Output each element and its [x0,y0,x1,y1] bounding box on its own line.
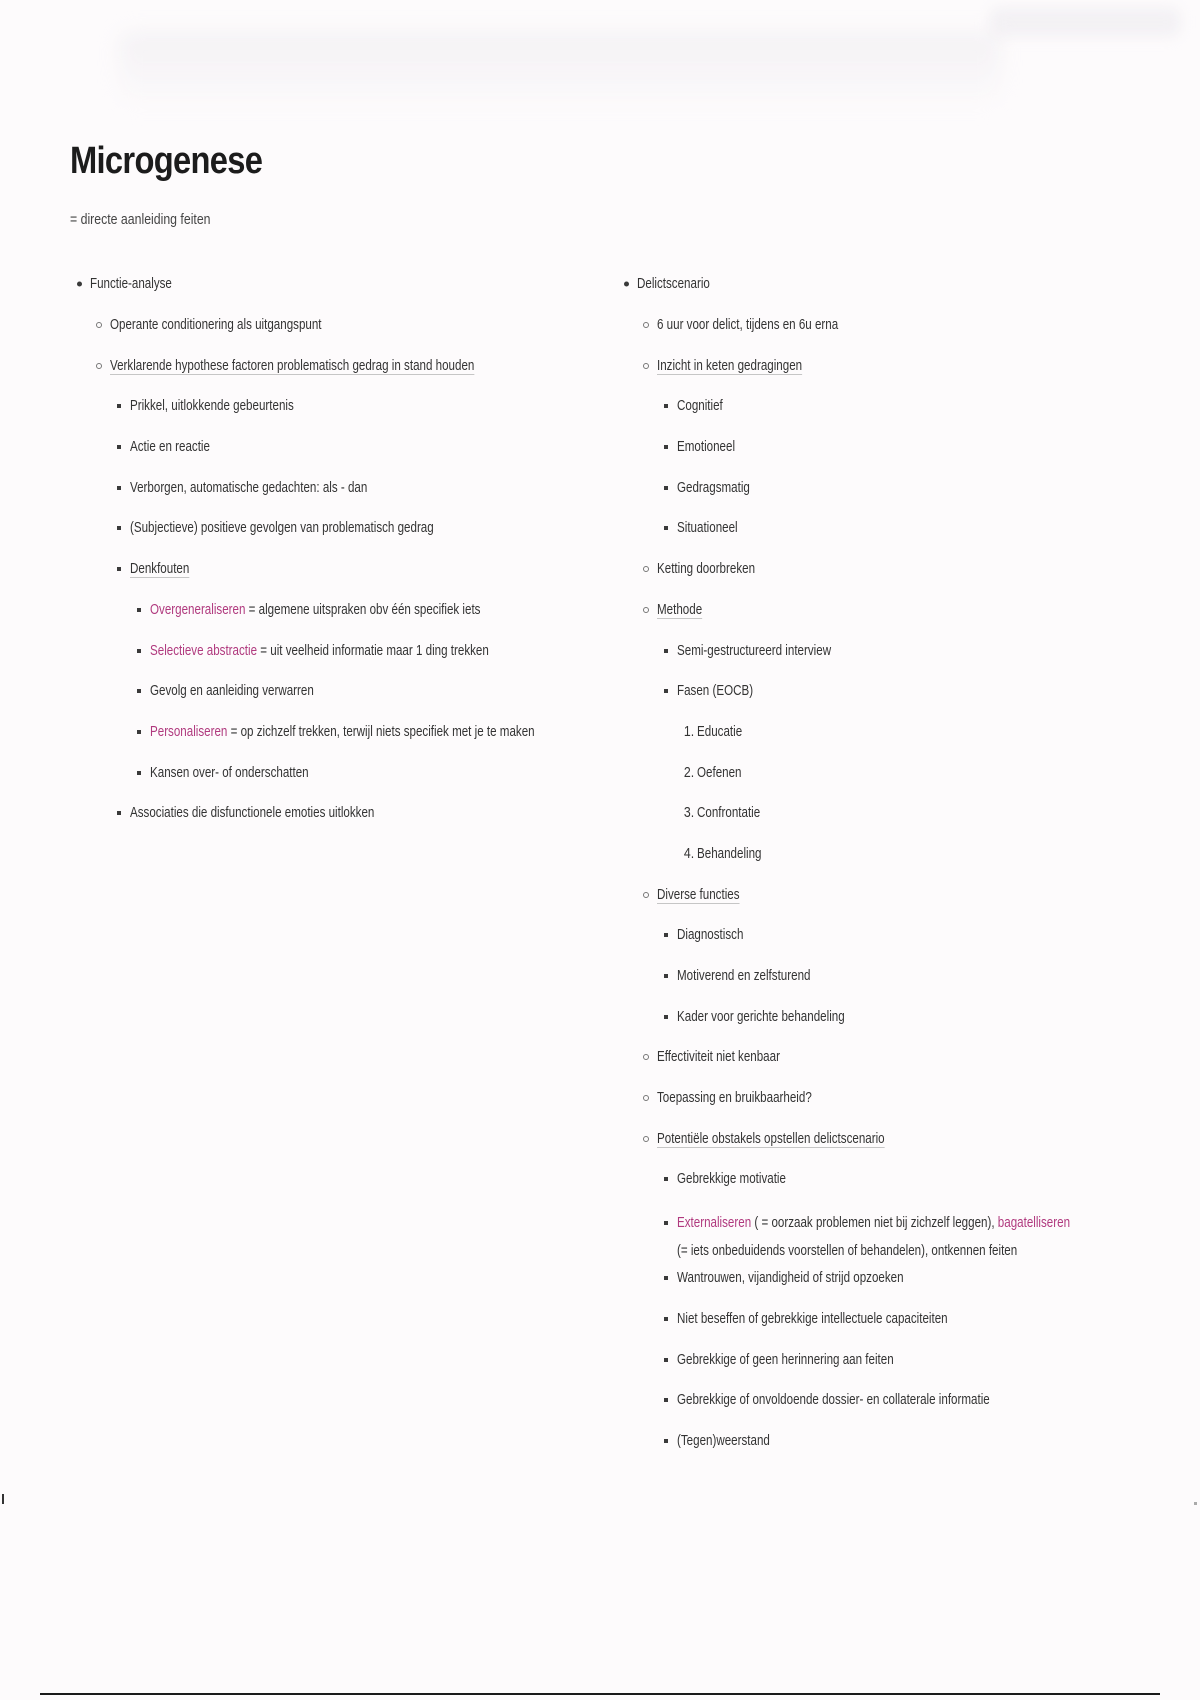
list-item [617,996,1177,1037]
list-item [617,874,1177,915]
bullet-icon [96,322,102,328]
list-item-text: Oefenen [697,764,742,781]
list-item-text: Diagnostisch [677,927,744,944]
bullet-icon [643,1136,649,1142]
bullet-icon [664,1015,668,1019]
list-item-text: Emotioneel [677,439,736,456]
left-column [70,264,610,834]
list-number: 4. [683,845,695,862]
definition-text: ( = oorzaak problemen niet bij zichzelf leggen), [751,1214,998,1231]
list-item-text: Effectiviteit niet kenbaar [657,1049,780,1066]
bullet-icon [664,649,668,653]
list-item-text: Toepassing en bruikbaarheid? [657,1090,812,1107]
list-item [617,956,1177,997]
list-item-text: Actie en reactie [130,439,210,456]
list-item-text: Prikkel, uitlokkende gebeurtenis [130,398,294,415]
list-item-text [150,643,489,659]
list-item [617,508,1177,549]
list-item [70,671,610,712]
bullet-icon [117,404,121,408]
list-item-text: Gevolg en aanleiding verwarren [150,683,314,700]
list-item [617,427,1177,468]
blurred-toolbar-area [990,8,1180,36]
list-number: 3. [683,805,695,822]
list-item [617,915,1177,956]
bullet-icon [137,649,141,653]
list-item [617,549,1177,590]
blurred-header-area [120,34,1000,104]
list-item [617,264,1177,305]
list-item-text: Functie-analyse [90,276,172,293]
list-item [617,467,1177,508]
edge-mark [1194,1502,1197,1505]
list-item-text: 6 uur voor delict, tijdens en 6u erna [657,317,839,334]
right-column [617,264,1177,1461]
list-item [617,630,1177,671]
list-item-text: Methode [657,601,703,618]
bullet-icon [117,445,121,449]
list-item [70,264,610,305]
highlight-term: Personaliseren [150,723,228,740]
highlight-term: Externaliseren [677,1214,752,1231]
list-item-text: Wantrouwen, vijandigheid of strijd opzoeken [677,1270,904,1287]
list-item [70,467,610,508]
bullet-icon [117,567,121,571]
list-item [617,1200,1177,1258]
list-item-text [150,602,480,618]
bullet-icon [643,1054,649,1060]
list-item [617,1159,1177,1200]
bullet-icon [117,811,121,815]
list-item-text: Diverse functies [657,886,740,903]
bullet-icon [643,892,649,898]
list-item-text: Inzicht in keten gedragingen [657,357,803,374]
list-item-text [150,724,535,740]
bullet-icon [664,974,668,978]
definition-text: = algemene uitspraken obv één specifiek iets [245,601,481,618]
bullet-icon [624,282,629,287]
list-item-text: Confrontatie [697,805,761,822]
list-item [70,508,610,549]
bullet-icon [664,1177,668,1181]
highlight-term: Selectieve abstractie [150,642,258,659]
list-item-text: Gebrekkige of onvoldoende dossier- en collaterale informatie [677,1392,990,1409]
list-item-text: Verborgen, automatische gedachten: als - dan [130,479,368,496]
list-item [617,671,1177,712]
bullet-icon [664,1317,668,1321]
bullet-icon [664,445,668,449]
bullet-icon [664,1439,668,1443]
list-item [617,1118,1177,1159]
list-item [70,345,610,386]
numbered-item [617,752,1177,793]
list-item [617,1299,1177,1340]
bullet-icon [117,486,121,490]
list-item [617,345,1177,386]
page-title: Microgenese [70,140,263,182]
list-item-text: Semi-gestructureerd interview [677,642,832,659]
list-item-text: Motiverend en zelfsturend [677,968,811,985]
list-item [617,1078,1177,1119]
list-item-text [677,1209,1077,1265]
list-item [70,305,610,346]
bullet-icon [664,1276,668,1280]
bullet-icon [664,1221,668,1225]
highlight-term: Overgeneraliseren [150,601,246,618]
list-item-text: Operante conditionering als uitgangspunt [110,317,322,334]
list-item-text: Gebrekkige motivatie [677,1171,786,1188]
definition-text: = op zichzelf trekken, terwijl niets specifiek met je te maken [227,723,535,740]
list-item-text: Cognitief [677,398,723,415]
list-item-text: Kansen over- of onderschatten [150,764,309,781]
bullet-icon [664,689,668,693]
highlight-term: bagatelliseren [997,1214,1071,1231]
numbered-item [617,834,1177,875]
list-item [617,305,1177,346]
list-item-text: Verklarende hypothese factoren problematisch gedrag in stand houden [110,357,475,374]
bullet-icon [664,486,668,490]
bullet-icon [96,363,102,369]
list-item-text: Gebrekkige of geen herinnering aan feiten [677,1351,894,1368]
list-item [70,386,610,427]
bullet-icon [77,282,82,287]
list-item [70,590,610,631]
list-item-text: Delictscenario [637,276,710,293]
list-item [617,590,1177,631]
page-subtitle: = directe aanleiding feiten [70,211,211,228]
list-item-text: Ketting doorbreken [657,561,756,578]
bullet-icon [137,608,141,612]
list-item [617,1421,1177,1462]
numbered-item [617,793,1177,834]
bullet-icon [117,526,121,530]
list-item-text: Fasen (EOCB) [677,683,754,700]
list-item-text: Kader voor gerichte behandeling [677,1008,845,1025]
list-item [617,1258,1177,1299]
list-item-text: Potentiële obstakels opstellen delictscenario [657,1130,885,1147]
list-item [617,1380,1177,1421]
list-item-text: Behandeling [697,845,762,862]
list-item-text: (Tegen)weerstand [677,1432,770,1449]
list-item-text: (Subjectieve) positieve gevolgen van problematisch gedrag [130,520,434,537]
bullet-icon [664,526,668,530]
bullet-icon [664,933,668,937]
bullet-icon [664,1398,668,1402]
list-item-text: Gedragsmatig [677,479,750,496]
list-item-text: Associaties die disfunctionele emoties uitlokken [130,805,375,822]
bullet-icon [643,322,649,328]
list-item [70,427,610,468]
bullet-icon [137,689,141,693]
list-item-text: Denkfouten [130,561,190,578]
list-item-text: Niet beseffen of gebrekkige intellectuele capaciteiten [677,1310,948,1327]
bullet-icon [664,1358,668,1362]
list-item [617,386,1177,427]
definition-text: = uit veelheid informatie maar 1 ding trekken [257,642,489,659]
list-item [70,752,610,793]
definition-text: (= iets onbeduidends voorstellen of behandelen), ontkennen feiten [677,1242,1018,1259]
list-item [70,793,610,834]
bullet-icon [643,607,649,613]
bullet-icon [664,404,668,408]
cursor-mark [2,1494,4,1504]
bullet-icon [643,1095,649,1101]
list-item [617,1037,1177,1078]
list-item [617,1339,1177,1380]
bullet-icon [137,771,141,775]
bullet-icon [643,363,649,369]
list-item-text: Situationeel [677,520,738,537]
list-item [70,630,610,671]
list-number: 1. [683,723,695,740]
bottom-divider [40,1693,1160,1695]
list-item [70,712,610,753]
numbered-item [617,712,1177,753]
list-item [70,549,610,590]
list-item-text: Educatie [697,723,743,740]
bullet-icon [643,566,649,572]
bullet-icon [137,730,141,734]
list-number: 2. [683,764,695,781]
